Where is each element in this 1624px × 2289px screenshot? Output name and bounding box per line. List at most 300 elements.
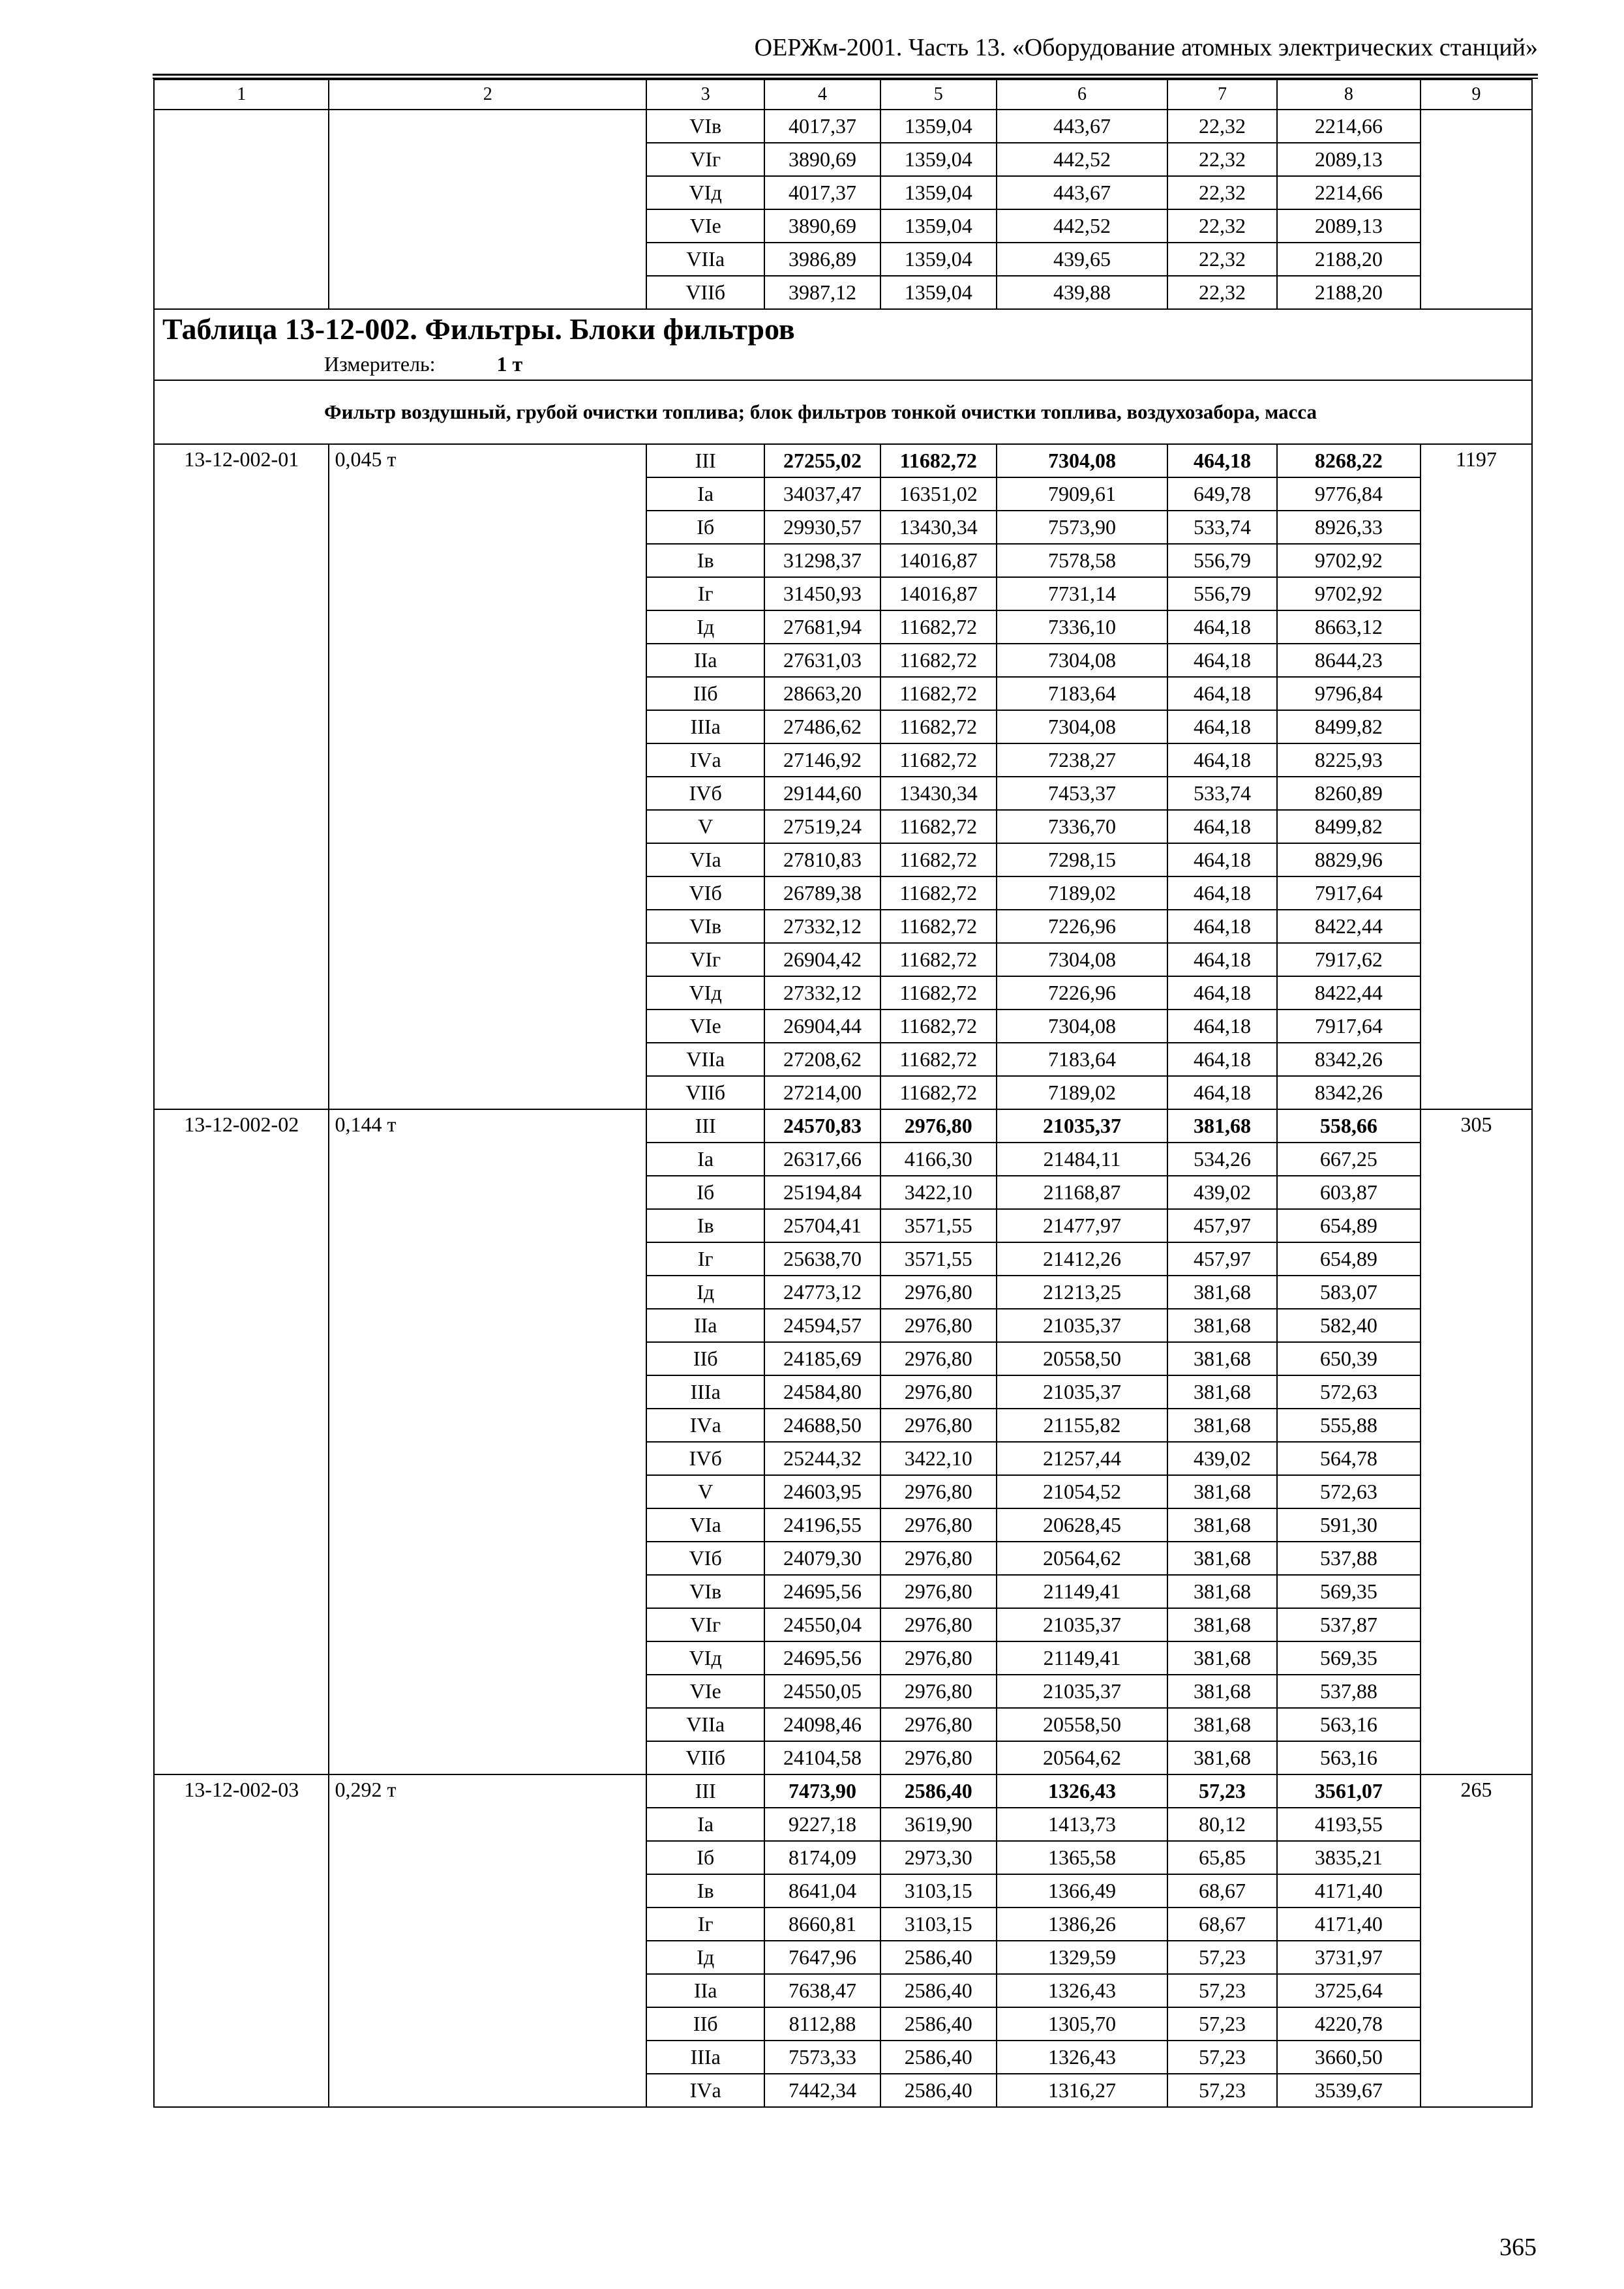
value-cell: 3422,10 xyxy=(880,1442,997,1475)
value-cell: 8260,89 xyxy=(1277,777,1421,810)
value-cell: 1326,43 xyxy=(997,1974,1167,2007)
value-cell: 537,87 xyxy=(1277,1608,1421,1641)
value-cell: 8660,81 xyxy=(764,1908,880,1941)
zone-cell: IIа xyxy=(646,644,764,677)
table-title-row xyxy=(154,309,1532,349)
value-cell: 2976,80 xyxy=(880,1708,997,1741)
unit-value: 1 т xyxy=(496,352,523,376)
value-cell: 1365,58 xyxy=(997,1841,1167,1874)
value-cell: 7578,58 xyxy=(997,544,1167,577)
column-number: 1 xyxy=(154,80,329,110)
value-cell: 1359,04 xyxy=(880,143,997,176)
value-cell: 20558,50 xyxy=(997,1708,1167,1741)
value-cell: 31450,93 xyxy=(764,577,880,610)
value-cell: 8499,82 xyxy=(1277,810,1421,843)
value-cell: 2089,13 xyxy=(1277,143,1421,176)
value-cell: 21155,82 xyxy=(997,1409,1167,1442)
value-cell: 8268,22 xyxy=(1277,444,1421,477)
value-cell: 381,68 xyxy=(1167,1741,1277,1774)
value-cell: 464,18 xyxy=(1167,677,1277,710)
zone-cell: VIв xyxy=(646,910,764,943)
value-cell: 464,18 xyxy=(1167,444,1277,477)
value-cell: 8926,33 xyxy=(1277,511,1421,544)
value-cell: 8641,04 xyxy=(764,1874,880,1908)
value-cell: 2973,30 xyxy=(880,1841,997,1874)
value-cell: 1366,49 xyxy=(997,1874,1167,1908)
value-cell: 4171,40 xyxy=(1277,1874,1421,1908)
value-cell: 21484,11 xyxy=(997,1143,1167,1176)
value-cell: 7573,90 xyxy=(997,511,1167,544)
zone-cell: VIIб xyxy=(646,1741,764,1774)
value-cell: 3561,07 xyxy=(1277,1774,1421,1808)
value-cell: 381,68 xyxy=(1167,1575,1277,1608)
value-cell: 20564,62 xyxy=(997,1741,1167,1774)
value-cell: 2586,40 xyxy=(880,1941,997,1974)
column-number: 4 xyxy=(764,80,880,110)
value-cell: 1413,73 xyxy=(997,1808,1167,1841)
value-cell: 534,26 xyxy=(1167,1143,1277,1176)
value-cell: 14016,87 xyxy=(880,544,997,577)
item-count: 305 xyxy=(1421,1109,1532,1774)
zone-cell: IVб xyxy=(646,1442,764,1475)
value-cell: 439,88 xyxy=(997,276,1167,309)
value-cell: 9702,92 xyxy=(1277,577,1421,610)
value-cell: 2976,80 xyxy=(880,1109,997,1143)
value-cell: 381,68 xyxy=(1167,1608,1277,1641)
value-cell: 9796,84 xyxy=(1277,677,1421,710)
value-cell: 4017,37 xyxy=(764,110,880,143)
value-cell: 21213,25 xyxy=(997,1276,1167,1309)
zone-cell: Iв xyxy=(646,1874,764,1908)
value-cell: 464,18 xyxy=(1167,644,1277,677)
value-cell: 11682,72 xyxy=(880,843,997,876)
value-cell: 57,23 xyxy=(1167,2041,1277,2074)
value-cell: 381,68 xyxy=(1167,1109,1277,1143)
zone-cell: VIв xyxy=(646,110,764,143)
value-cell: 3725,64 xyxy=(1277,1974,1421,2007)
value-cell: 443,67 xyxy=(997,176,1167,209)
value-cell: 26317,66 xyxy=(764,1143,880,1176)
table-title: Таблица 13-12-002. Фильтры. Блоки фильтров xyxy=(154,309,1532,349)
zone-cell: VIIа xyxy=(646,243,764,276)
zone-cell: IIб xyxy=(646,1342,764,1375)
value-cell: 439,65 xyxy=(997,243,1167,276)
value-cell: 27810,83 xyxy=(764,843,880,876)
value-cell: 9702,92 xyxy=(1277,544,1421,577)
value-cell: 464,18 xyxy=(1167,943,1277,976)
value-cell: 1359,04 xyxy=(880,243,997,276)
value-cell: 4193,55 xyxy=(1277,1808,1421,1841)
value-cell: 2586,40 xyxy=(880,2074,997,2107)
value-cell: 27332,12 xyxy=(764,910,880,943)
value-cell: 2976,80 xyxy=(880,1608,997,1641)
value-cell: 2976,80 xyxy=(880,1641,997,1675)
zone-cell: VIIб xyxy=(646,1076,764,1109)
value-cell: 2214,66 xyxy=(1277,176,1421,209)
value-cell: 439,02 xyxy=(1167,1442,1277,1475)
value-cell: 4017,37 xyxy=(764,176,880,209)
value-cell: 649,78 xyxy=(1167,477,1277,511)
item-count: 1197 xyxy=(1421,444,1532,1109)
value-cell: 21054,52 xyxy=(997,1475,1167,1508)
value-cell: 24695,56 xyxy=(764,1641,880,1675)
value-cell: 569,35 xyxy=(1277,1641,1421,1675)
value-cell: 24570,83 xyxy=(764,1109,880,1143)
value-cell: 31298,37 xyxy=(764,544,880,577)
value-cell: 3987,12 xyxy=(764,276,880,309)
value-cell: 57,23 xyxy=(1167,1974,1277,2007)
carryover-code-cell xyxy=(154,110,329,309)
zone-cell: Iв xyxy=(646,1209,764,1242)
zone-cell: VIIа xyxy=(646,1708,764,1741)
value-cell: 2586,40 xyxy=(880,1974,997,2007)
value-cell: 11682,72 xyxy=(880,1010,997,1043)
value-cell: 7183,64 xyxy=(997,677,1167,710)
zone-cell: III xyxy=(646,1774,764,1808)
value-cell: 11682,72 xyxy=(880,810,997,843)
value-cell: 537,88 xyxy=(1277,1542,1421,1575)
value-cell: 3731,97 xyxy=(1277,1941,1421,1974)
value-cell: 1305,70 xyxy=(997,2007,1167,2041)
value-cell: 464,18 xyxy=(1167,810,1277,843)
value-cell: 1359,04 xyxy=(880,209,997,243)
value-cell: 2586,40 xyxy=(880,2007,997,2041)
value-cell: 27146,92 xyxy=(764,743,880,777)
value-cell: 24104,58 xyxy=(764,1741,880,1774)
zone-cell: IIа xyxy=(646,1974,764,2007)
item-count: 265 xyxy=(1421,1774,1532,2107)
value-cell: 7304,08 xyxy=(997,644,1167,677)
value-cell: 569,35 xyxy=(1277,1575,1421,1608)
item-mass: 0,045 т xyxy=(329,444,646,1109)
value-cell: 464,18 xyxy=(1167,910,1277,943)
value-cell: 381,68 xyxy=(1167,1409,1277,1442)
value-cell: 7638,47 xyxy=(764,1974,880,2007)
value-cell: 7304,08 xyxy=(997,710,1167,743)
zone-cell: Iд xyxy=(646,1276,764,1309)
value-cell: 22,32 xyxy=(1167,209,1277,243)
value-cell: 20558,50 xyxy=(997,1342,1167,1375)
zone-cell: VIд xyxy=(646,1641,764,1675)
value-cell: 8644,23 xyxy=(1277,644,1421,677)
value-cell: 563,16 xyxy=(1277,1741,1421,1774)
value-cell: 24773,12 xyxy=(764,1276,880,1309)
value-cell: 11682,72 xyxy=(880,1076,997,1109)
zone-cell: VIа xyxy=(646,843,764,876)
value-cell: 650,39 xyxy=(1277,1342,1421,1375)
value-cell: 2976,80 xyxy=(880,1276,997,1309)
table-row xyxy=(154,1109,1532,1143)
value-cell: 25194,84 xyxy=(764,1176,880,1209)
value-cell: 7238,27 xyxy=(997,743,1167,777)
item-code: 13-12-002-03 xyxy=(154,1774,329,2107)
column-number: 8 xyxy=(1277,80,1421,110)
value-cell: 13430,34 xyxy=(880,511,997,544)
zone-cell: Iг xyxy=(646,577,764,610)
value-cell: 11682,72 xyxy=(880,710,997,743)
value-cell: 1329,59 xyxy=(997,1941,1167,1974)
value-cell: 29930,57 xyxy=(764,511,880,544)
value-cell: 7442,34 xyxy=(764,2074,880,2107)
value-cell: 27486,62 xyxy=(764,710,880,743)
value-cell: 26904,42 xyxy=(764,943,880,976)
value-cell: 16351,02 xyxy=(880,477,997,511)
value-cell: 2586,40 xyxy=(880,1774,997,1808)
value-cell: 21035,37 xyxy=(997,1309,1167,1342)
table-body xyxy=(154,80,1532,2107)
value-cell: 2976,80 xyxy=(880,1309,997,1342)
value-cell: 555,88 xyxy=(1277,1409,1421,1442)
value-cell: 24603,95 xyxy=(764,1475,880,1508)
zone-cell: IVа xyxy=(646,1409,764,1442)
value-cell: 2586,40 xyxy=(880,2041,997,2074)
column-number: 2 xyxy=(329,80,646,110)
value-cell: 8225,93 xyxy=(1277,743,1421,777)
value-cell: 11682,72 xyxy=(880,876,997,910)
value-cell: 7731,14 xyxy=(997,577,1167,610)
value-cell: 24594,57 xyxy=(764,1309,880,1342)
value-cell: 20628,45 xyxy=(997,1508,1167,1542)
value-cell: 381,68 xyxy=(1167,1475,1277,1508)
zone-cell: IIIа xyxy=(646,2041,764,2074)
column-number: 3 xyxy=(646,80,764,110)
value-cell: 7917,62 xyxy=(1277,943,1421,976)
value-cell: 65,85 xyxy=(1167,1841,1277,1874)
value-cell: 11682,72 xyxy=(880,644,997,677)
value-cell: 572,63 xyxy=(1277,1375,1421,1409)
value-cell: 3890,69 xyxy=(764,209,880,243)
value-cell: 8663,12 xyxy=(1277,610,1421,644)
value-cell: 381,68 xyxy=(1167,1375,1277,1409)
value-cell: 26789,38 xyxy=(764,876,880,910)
zone-cell: IVа xyxy=(646,743,764,777)
value-cell: 7183,64 xyxy=(997,1043,1167,1076)
zone-cell: Iд xyxy=(646,610,764,644)
value-cell: 4166,30 xyxy=(880,1143,997,1176)
zone-cell: VIа xyxy=(646,1508,764,1542)
zone-cell: Iб xyxy=(646,1841,764,1874)
zone-cell: VIб xyxy=(646,1542,764,1575)
value-cell: 591,30 xyxy=(1277,1508,1421,1542)
value-cell: 24196,55 xyxy=(764,1508,880,1542)
value-cell: 603,87 xyxy=(1277,1176,1421,1209)
value-cell: 3103,15 xyxy=(880,1874,997,1908)
zone-cell: VIIа xyxy=(646,1043,764,1076)
zone-cell: IIа xyxy=(646,1309,764,1342)
value-cell: 27214,00 xyxy=(764,1076,880,1109)
value-cell: 2976,80 xyxy=(880,1375,997,1409)
zone-cell: Iа xyxy=(646,1143,764,1176)
value-cell: 381,68 xyxy=(1167,1508,1277,1542)
value-cell: 667,25 xyxy=(1277,1143,1421,1176)
value-cell: 8422,44 xyxy=(1277,976,1421,1010)
value-cell: 22,32 xyxy=(1167,176,1277,209)
value-cell: 3890,69 xyxy=(764,143,880,176)
value-cell: 21412,26 xyxy=(997,1242,1167,1276)
zone-cell: IVб xyxy=(646,777,764,810)
value-cell: 57,23 xyxy=(1167,1941,1277,1974)
value-cell: 1386,26 xyxy=(997,1908,1167,1941)
value-cell: 2214,66 xyxy=(1277,110,1421,143)
zone-cell: Iв xyxy=(646,544,764,577)
value-cell: 3986,89 xyxy=(764,243,880,276)
value-cell: 21035,37 xyxy=(997,1608,1167,1641)
value-cell: 11682,72 xyxy=(880,976,997,1010)
value-cell: 464,18 xyxy=(1167,610,1277,644)
value-cell: 464,18 xyxy=(1167,743,1277,777)
value-cell: 2976,80 xyxy=(880,1542,997,1575)
value-cell: 7226,96 xyxy=(997,910,1167,943)
value-cell: 8829,96 xyxy=(1277,843,1421,876)
zone-cell: VIб xyxy=(646,876,764,910)
value-cell: 381,68 xyxy=(1167,1309,1277,1342)
value-cell: 20564,62 xyxy=(997,1542,1167,1575)
value-cell: 381,68 xyxy=(1167,1641,1277,1675)
value-cell: 1316,27 xyxy=(997,2074,1167,2107)
zone-cell: Iб xyxy=(646,511,764,544)
value-cell: 25704,41 xyxy=(764,1209,880,1242)
value-cell: 11682,72 xyxy=(880,743,997,777)
value-cell: 57,23 xyxy=(1167,1774,1277,1808)
zone-cell: VIIб xyxy=(646,276,764,309)
value-cell: 2188,20 xyxy=(1277,276,1421,309)
value-cell: 11682,72 xyxy=(880,1043,997,1076)
item-code: 13-12-002-01 xyxy=(154,444,329,1109)
value-cell: 29144,60 xyxy=(764,777,880,810)
value-cell: 7304,08 xyxy=(997,1010,1167,1043)
value-cell: 21035,37 xyxy=(997,1375,1167,1409)
value-cell: 80,12 xyxy=(1167,1808,1277,1841)
value-cell: 21035,37 xyxy=(997,1675,1167,1708)
value-cell: 22,32 xyxy=(1167,143,1277,176)
zone-cell: VIг xyxy=(646,943,764,976)
value-cell: 654,89 xyxy=(1277,1242,1421,1276)
value-cell: 68,67 xyxy=(1167,1908,1277,1941)
value-cell: 24098,46 xyxy=(764,1708,880,1741)
item-mass: 0,144 т xyxy=(329,1109,646,1774)
zone-cell: Iг xyxy=(646,1242,764,1276)
table-row xyxy=(154,1774,1532,1808)
value-cell: 34037,47 xyxy=(764,477,880,511)
value-cell: 68,67 xyxy=(1167,1874,1277,1908)
value-cell: 583,07 xyxy=(1277,1276,1421,1309)
value-cell: 57,23 xyxy=(1167,2007,1277,2041)
value-cell: 381,68 xyxy=(1167,1542,1277,1575)
value-cell: 7647,96 xyxy=(764,1941,880,1974)
value-cell: 24550,04 xyxy=(764,1608,880,1641)
value-cell: 21149,41 xyxy=(997,1641,1167,1675)
value-cell: 11682,72 xyxy=(880,943,997,976)
zone-cell: III xyxy=(646,1109,764,1143)
zone-cell: VIв xyxy=(646,1575,764,1608)
value-cell: 27681,94 xyxy=(764,610,880,644)
value-cell: 9227,18 xyxy=(764,1808,880,1841)
value-cell: 11682,72 xyxy=(880,444,997,477)
value-cell: 21477,97 xyxy=(997,1209,1167,1242)
value-cell: 4171,40 xyxy=(1277,1908,1421,1941)
value-cell: 1326,43 xyxy=(997,1774,1167,1808)
column-number: 6 xyxy=(997,80,1167,110)
zone-cell: Iа xyxy=(646,1808,764,1841)
zone-cell: V xyxy=(646,1475,764,1508)
value-cell: 14016,87 xyxy=(880,577,997,610)
zone-cell: VIд xyxy=(646,976,764,1010)
unit-cell xyxy=(154,349,1532,380)
value-cell: 24584,80 xyxy=(764,1375,880,1409)
value-cell: 3835,21 xyxy=(1277,1841,1421,1874)
value-cell: 558,66 xyxy=(1277,1109,1421,1143)
value-cell: 2976,80 xyxy=(880,1741,997,1774)
zone-cell: IIIа xyxy=(646,710,764,743)
value-cell: 556,79 xyxy=(1167,544,1277,577)
value-cell: 1359,04 xyxy=(880,110,997,143)
value-cell: 2089,13 xyxy=(1277,209,1421,243)
zone-cell: VIг xyxy=(646,1608,764,1641)
value-cell: 564,78 xyxy=(1277,1442,1421,1475)
value-cell: 654,89 xyxy=(1277,1209,1421,1242)
value-cell: 21257,44 xyxy=(997,1442,1167,1475)
value-cell: 457,97 xyxy=(1167,1209,1277,1242)
value-cell: 24550,05 xyxy=(764,1675,880,1708)
value-cell: 27631,03 xyxy=(764,644,880,677)
unit-label: Измеритель: xyxy=(324,352,436,376)
page-number: 365 xyxy=(1499,2234,1537,2261)
value-cell: 3619,90 xyxy=(880,1808,997,1841)
description-row xyxy=(154,380,1532,444)
value-cell: 2976,80 xyxy=(880,1675,997,1708)
value-cell: 7909,61 xyxy=(997,477,1167,511)
value-cell: 11682,72 xyxy=(880,910,997,943)
value-cell: 2976,80 xyxy=(880,1475,997,1508)
value-cell: 464,18 xyxy=(1167,876,1277,910)
value-cell: 27208,62 xyxy=(764,1043,880,1076)
value-cell: 8112,88 xyxy=(764,2007,880,2041)
value-cell: 442,52 xyxy=(997,143,1167,176)
value-cell: 7336,10 xyxy=(997,610,1167,644)
value-cell: 21035,37 xyxy=(997,1109,1167,1143)
value-cell: 442,52 xyxy=(997,209,1167,243)
value-cell: 21149,41 xyxy=(997,1575,1167,1608)
header-rule xyxy=(153,74,1538,76)
price-table xyxy=(153,79,1533,2108)
zone-cell: Iа xyxy=(646,477,764,511)
value-cell: 7189,02 xyxy=(997,1076,1167,1109)
value-cell: 1326,43 xyxy=(997,2041,1167,2074)
value-cell: 7336,70 xyxy=(997,810,1167,843)
value-cell: 582,40 xyxy=(1277,1309,1421,1342)
value-cell: 8174,09 xyxy=(764,1841,880,1874)
zone-cell: IIIа xyxy=(646,1375,764,1409)
value-cell: 464,18 xyxy=(1167,976,1277,1010)
carryover-row xyxy=(154,110,1532,143)
value-cell: 7226,96 xyxy=(997,976,1167,1010)
value-cell: 27332,12 xyxy=(764,976,880,1010)
value-cell: 1359,04 xyxy=(880,176,997,209)
value-cell: 28663,20 xyxy=(764,677,880,710)
zone-cell: Iг xyxy=(646,1908,764,1941)
value-cell: 8342,26 xyxy=(1277,1076,1421,1109)
zone-cell: Iб xyxy=(646,1176,764,1209)
description-cell: Фильтр воздушный, грубой очистки топлива; блок фильтров тонкой очистки топлива, воздухозабора, масса xyxy=(154,380,1532,444)
value-cell: 2188,20 xyxy=(1277,243,1421,276)
value-cell: 3571,55 xyxy=(880,1209,997,1242)
value-cell: 572,63 xyxy=(1277,1475,1421,1508)
unit-row xyxy=(154,349,1532,380)
value-cell: 464,18 xyxy=(1167,843,1277,876)
value-cell: 381,68 xyxy=(1167,1675,1277,1708)
value-cell: 8499,82 xyxy=(1277,710,1421,743)
carryover-count-cell xyxy=(1421,110,1532,309)
